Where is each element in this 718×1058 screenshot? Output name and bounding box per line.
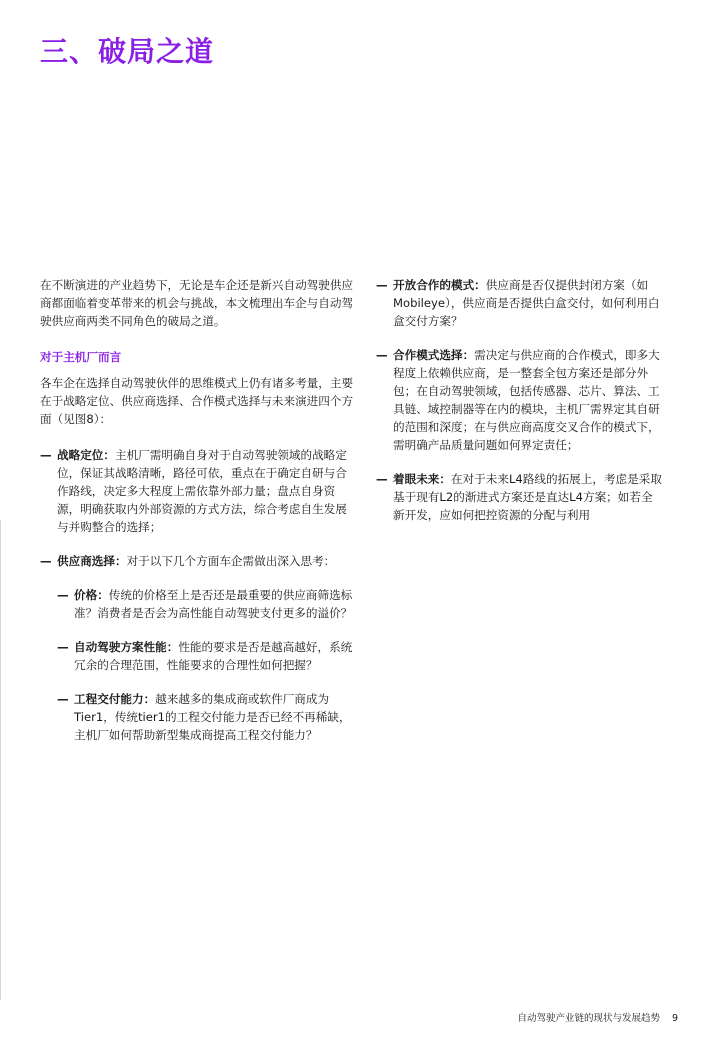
- item-lead: 开放合作的模式：: [393, 278, 486, 292]
- right-column: [376, 276, 662, 540]
- dash-marker: —: [57, 640, 69, 654]
- item-text: 在对于未来L4路线的拓展上，考虑是采取基于现有L2的渐进式方案还是直达L4方案；如若全新开发，应如何把控资源的分配与利用: [393, 472, 662, 522]
- section-paragraph: 各车企在选择自动驾驶伙伴的思维模式上仍有诸多考量，主要在于战略定位、供应商选择、合作模式选择与未来演进四个方面（见图8）：: [40, 376, 354, 426]
- dash-marker: —: [40, 554, 52, 568]
- list-item: [40, 446, 356, 536]
- page-title: 三、破局之道: [40, 35, 215, 68]
- item-text: 需决定与供应商的合作模式，即多大程度上依赖供应商，是一整套全包方案还是部分外包；在自动驾驶领域，包括传感器、芯片、算法、工具链、域控制器等在内的模块，主机厂需界定其自研的范围和深度；在与供应商高度交叉合作的模式下，需明确产品质量问题如何界定责任；: [393, 348, 660, 452]
- sub-list-item: [57, 638, 356, 674]
- item-text: 对于以下几个方面车企需做出深入思考：: [126, 554, 336, 568]
- dash-marker: —: [57, 692, 69, 706]
- item-lead: 自动驾驶方案性能：: [74, 640, 179, 654]
- item-lead: 战略定位：: [57, 448, 115, 462]
- page-footer: [517, 1010, 678, 1024]
- item-lead: 供应商选择：: [57, 554, 127, 568]
- list-item: [376, 346, 662, 454]
- item-text: 性能的要求是否是越高越好，系统冗余的合理范围，性能要求的合理性如何把握？: [74, 640, 353, 672]
- sub-list-item: [57, 690, 356, 744]
- dash-marker: —: [376, 278, 388, 292]
- item-lead: 合作模式选择：: [393, 348, 475, 362]
- list-item: [376, 276, 662, 330]
- page-number: 9: [671, 1013, 678, 1024]
- footer-title: 自动驾驶产业链的现状与发展趋势: [517, 1013, 660, 1024]
- list-item: [376, 470, 662, 524]
- item-lead: 着眼未来：: [393, 472, 451, 486]
- left-column: [40, 276, 356, 760]
- dash-marker: —: [376, 348, 388, 362]
- item-text: 越来越多的集成商或软件厂商成为Tier1，传统tier1的工程交付能力是否已经不再稀缺，主机厂如何帮助新型集成商提高工程交付能力？: [74, 692, 351, 742]
- intro-paragraph: 在不断演进的产业趋势下，无论是车企还是新兴自动驾驶供应商都面临着变革带来的机会与挑战，本文梳理出车企与自动驾驶供应商两类不同角色的破局之道。: [40, 278, 354, 328]
- section-subheading: 对于主机厂而言: [40, 350, 122, 364]
- item-text: 供应商是否仅提供封闭方案（如Mobileye），供应商是否提供白盒交付，如何利用白盒交付方案？: [393, 278, 660, 328]
- item-text: 主机厂需明确自身对于自动驾驶领域的战略定位，保证其战略清晰，路径可依，重点在于确定自研与合作路线，决定多大程度上需依靠外部力量；盘点自身资源，明确获取内外部资源的方式方法，综合考虑自生发展与并购整合的选择；: [57, 448, 347, 534]
- item-lead: 价格：: [74, 588, 109, 602]
- item-lead: 工程交付能力：: [74, 692, 156, 706]
- sub-list-item: [57, 586, 356, 622]
- list-item: [40, 552, 356, 570]
- item-text: 传统的价格至上是否还是最重要的供应商筛选标准？消费者是否会为高性能自动驾驶支付更多的溢价？: [74, 588, 353, 620]
- dash-marker: —: [40, 448, 52, 462]
- page-edge-divider: [0, 520, 1, 1000]
- dash-marker: —: [57, 588, 69, 602]
- dash-marker: —: [376, 472, 388, 486]
